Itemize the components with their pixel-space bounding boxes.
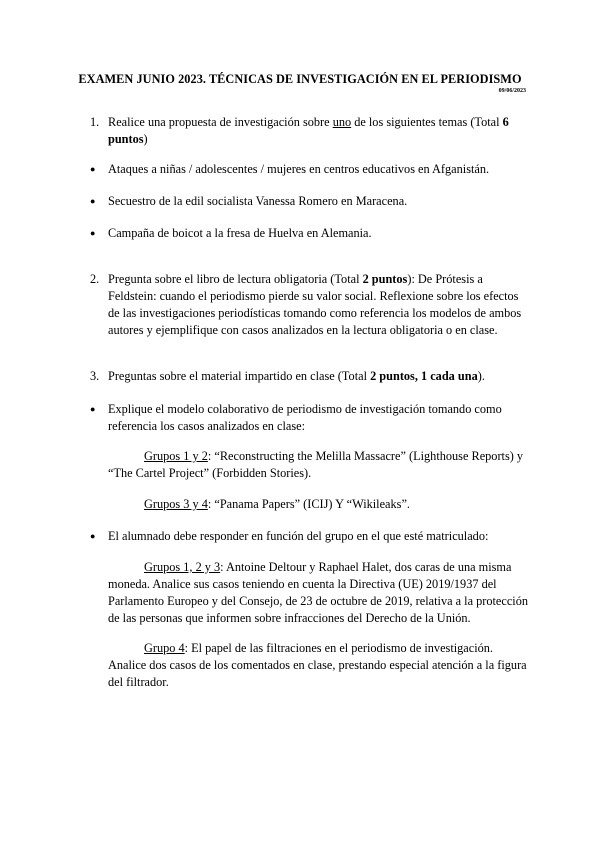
q1-topic-3: Campaña de boicot a la fresa de Huelva en Alemania.	[108, 226, 372, 240]
q1-text-a: Realice una propuesta de investigación sobre	[108, 115, 333, 129]
bullet-icon: ●	[90, 228, 96, 238]
q1-number: 1.	[90, 115, 100, 129]
q3-group-4	[108, 640, 532, 691]
q3-g12-text: : “Reconstructing the Melilla Massacre” (Lighthouse Reports) y “The Cartel Project” (Forbidden Stories).	[108, 449, 524, 480]
exam-title: EXAMEN JUNIO 2023. TÉCNICAS DE INVESTIGACIÓN EN EL PERIODISMO	[78, 72, 522, 86]
q3-text-a: Preguntas sobre el material impartido en clase (Total	[108, 369, 371, 383]
q3-g12-label: Grupos 1 y 2	[144, 449, 208, 463]
q3-groups-3-4	[144, 496, 534, 513]
q1-points: 6 puntos	[108, 115, 509, 146]
q3-g123-label: Grupos 1, 2 y 3	[144, 560, 221, 574]
q1-text-c: )	[143, 132, 148, 146]
q3-bullet-1: Explique el modelo colaborativo de periodismo de investigación tomando como referencia los casos analizados en clase:	[108, 402, 502, 433]
q1-text	[108, 114, 533, 148]
q3-number: 3.	[90, 369, 100, 383]
q2-number: 2.	[90, 272, 100, 286]
q2-text-b: ): De Prótesis a Feldstein: cuando el periodismo pierde su valor social. Reflexione sobre los efectos de las investigaciones periodísticas tomando como referencia los modelos de ambos autores y ejemplifique con casos analizados en la lectura obligatoria o en clase.	[108, 272, 522, 337]
bullet-icon: ●	[90, 196, 96, 206]
bullet-icon: ●	[90, 404, 96, 414]
q3-text	[108, 368, 533, 385]
q3-g34-text: : “Panama Papers” (ICIJ) Y “Wikileaks”.	[207, 497, 410, 511]
q1-topic-2: Secuestro de la edil socialista Vanessa Romero en Maracena.	[108, 194, 408, 208]
q2-text-a: Pregunta sobre el libro de lectura obligatoria (Total	[108, 272, 363, 286]
q2-points: 2 puntos	[362, 272, 408, 286]
q2-text	[108, 271, 533, 339]
q3-bullet-2: El alumnado debe responder en función del grupo en el que esté matriculado:	[108, 529, 489, 543]
bullet-icon: ●	[90, 531, 96, 541]
bullet-icon: ●	[90, 164, 96, 174]
q3-g4-label: Grupo 4	[144, 641, 185, 655]
q3-points: 2 puntos, 1 cada una	[370, 369, 478, 383]
q1-underlined: uno	[332, 115, 352, 129]
q3-groups-1-2-3	[108, 559, 532, 627]
q3-g34-label: Grupos 3 y 4	[144, 497, 208, 511]
q3-text-b: ).	[477, 369, 485, 383]
q3-g4-text: : El papel de las filtraciones en el periodismo de investigación. Analice dos casos de los comentados en clase, prestando especial atención a la figura del filtrador.	[108, 641, 527, 689]
q3-g123-text: : Antoine Deltour y Raphael Halet, dos caras de una misma moneda. Analice sus casos teniendo en cuenta la Directiva (UE) 2019/1937 del Parlamento Europeo y del Consejo, de 23 de octubre de 2019, relativa a la protección de las personas que informen sobre infracciones del Derecho de la Unión.	[108, 560, 529, 625]
q1-topic-1: Ataques a niñas / adolescentes / mujeres en centros educativos en Afganistán.	[108, 162, 490, 176]
exam-date: 09/06/2023	[498, 88, 526, 94]
q3-groups-1-2	[108, 448, 528, 482]
q1-text-b: de los siguientes temas (Total	[351, 115, 503, 129]
